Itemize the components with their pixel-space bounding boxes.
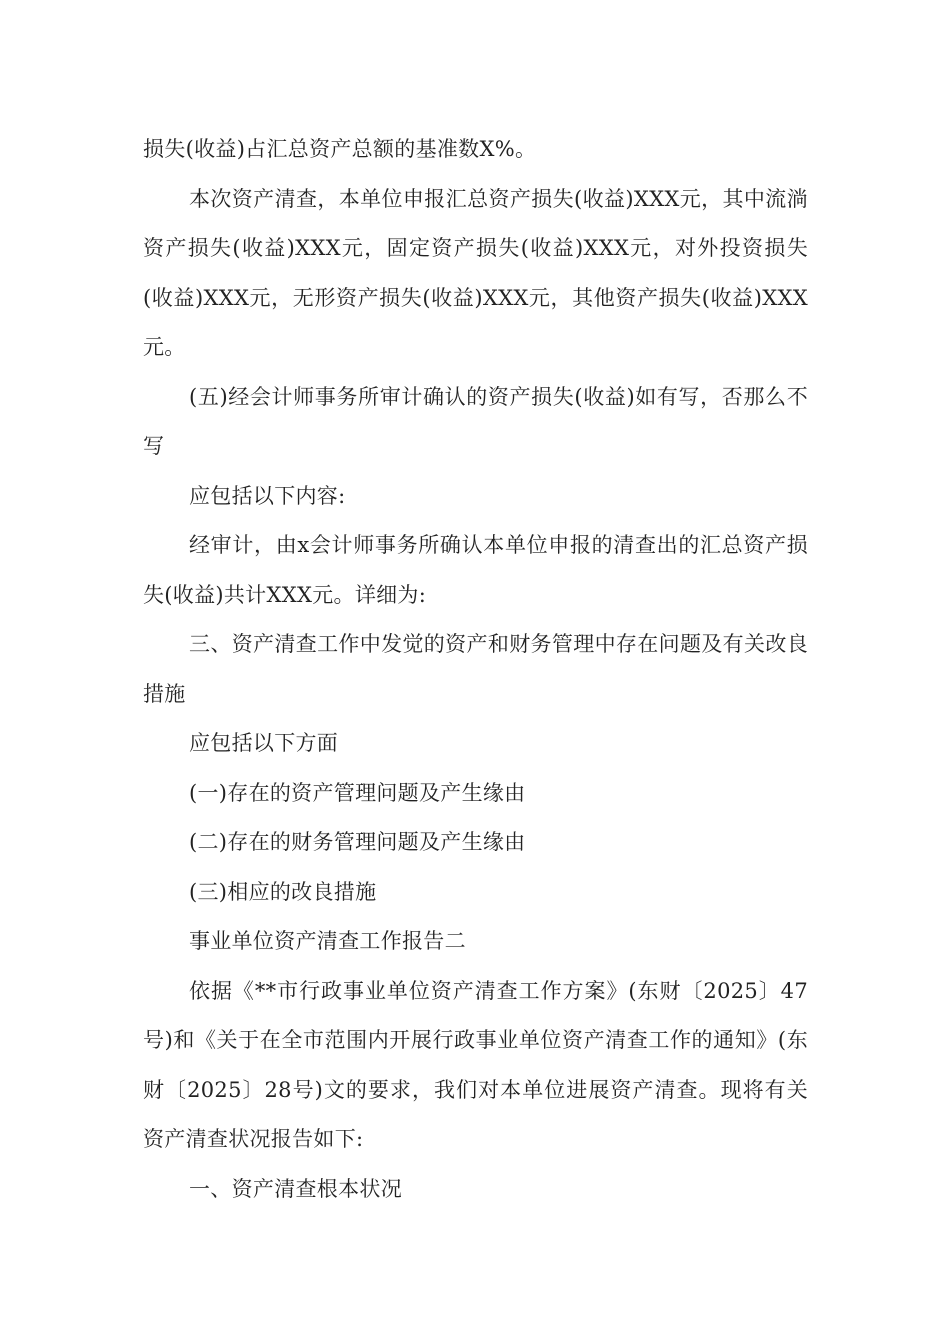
paragraph-include-content: 应包括以下内容: [189,483,346,508]
document-body [143,125,808,1214]
paragraph-audited-losses-heading: (五)经会计师事务所审计确认的资产损失(收益)如有写，否那么不写 [143,384,808,458]
section-heading-problems: 三、资产清查工作中发觉的资产和财务管理中存在问题及有关改良措施 [143,632,808,706]
paragraph-reported-losses: 本次资产清查，本单位申报汇总资产损失(收益)XXX元，其中流淌资产损失(收益)XXX元，固定资产损失(收益)XXX元，对外投资损失(收益)XXX元，无形资产损失(收益)XXX元，其他资产损失(收益)XXX元。 [143,186,808,359]
list-item-financial-management: (二)存在的财务管理问题及产生缘由 [189,830,526,854]
paragraph-audit-result: 经审计，由x会计师事务所确认本单位申报的清查出的汇总资产损失(收益)共计XXX元。详细为: [143,533,808,607]
list-item-asset-management: (一)存在的资产管理问题及产生缘由 [189,780,526,805]
paragraph-basis: 依据《**市行政事业单位资产清查工作方案》(东财〔2025〕47号)和《关于在全市范围内开展行政事业单位资产清查工作的通知》(东财〔2025〕28号)文的要求，我们对本单位进展资产清查。现将有关资产清查状况报告如下: [143,978,808,1151]
section-heading-basic-status: 一、资产清查根本状况 [189,1176,402,1201]
report-two-title: 事业单位资产清查工作报告二 [189,929,466,953]
list-item-improvement-measures: (三)相应的改良措施 [189,879,377,904]
paragraph-include-aspects: 应包括以下方面 [189,731,339,755]
paragraph-loss-ratio: 损失(收益)占汇总资产总额的基准数X%。 [143,137,537,161]
